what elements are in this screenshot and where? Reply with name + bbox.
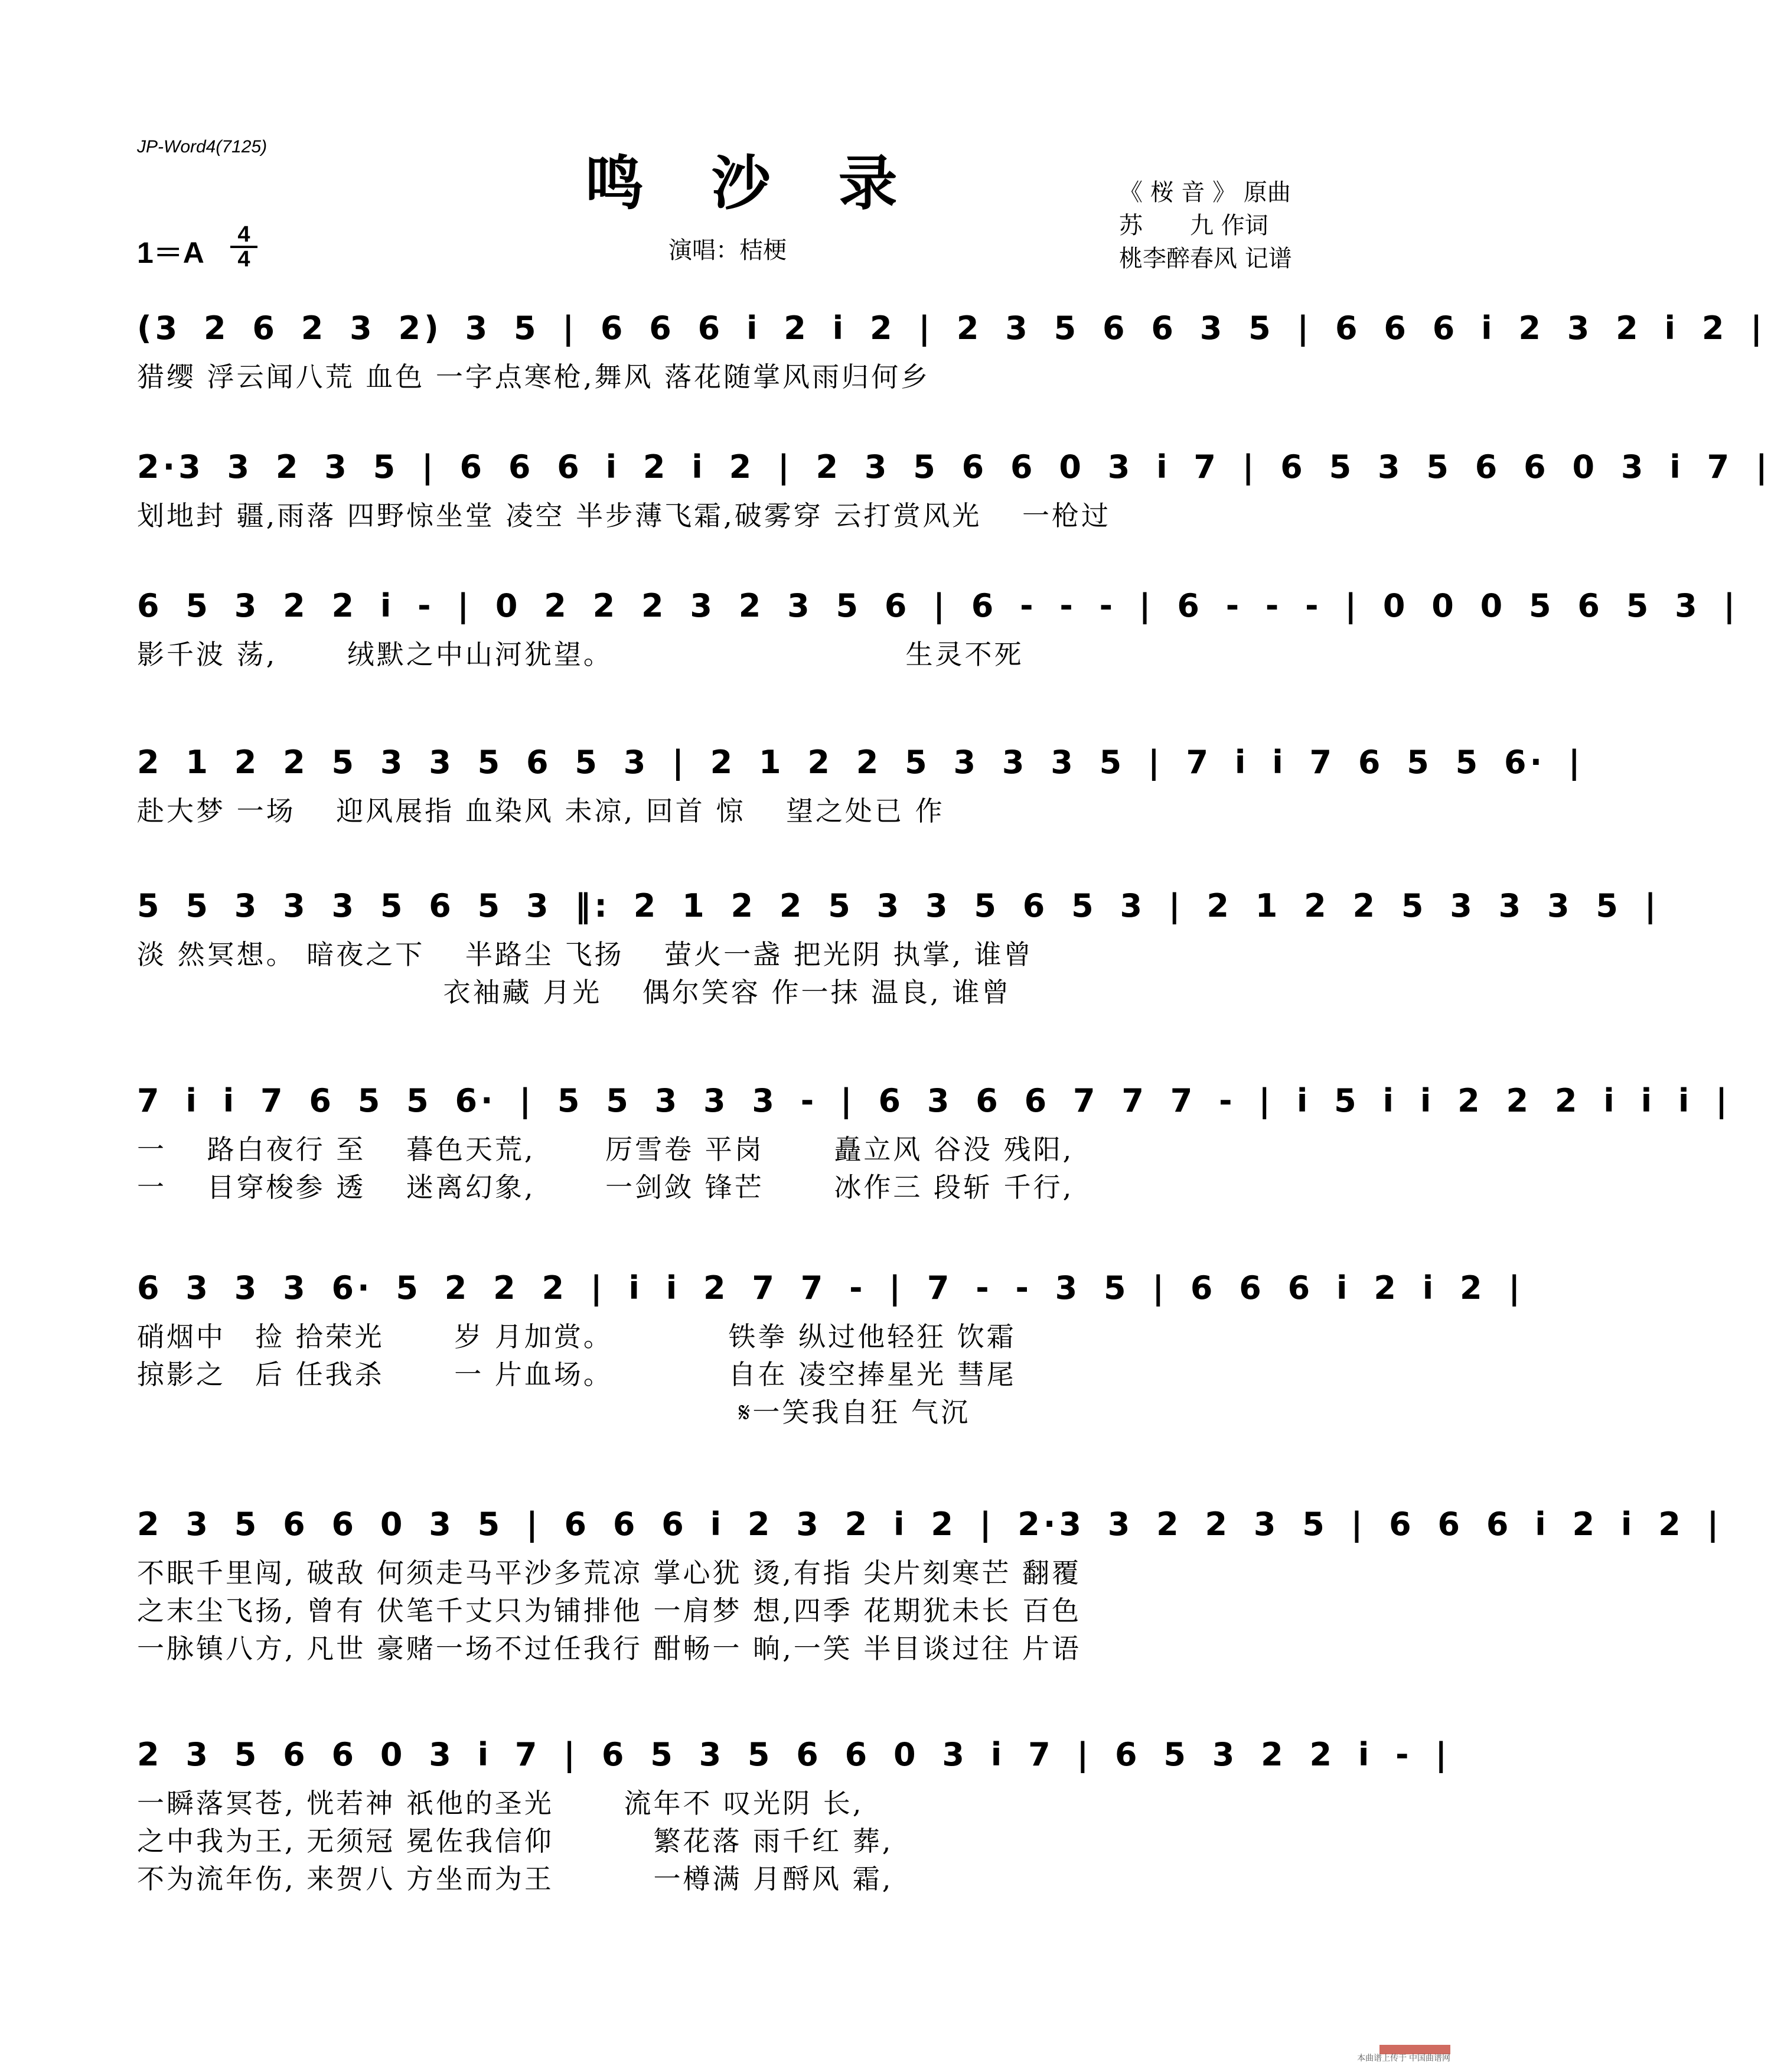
lyric-line-verse-2: 一 目穿梭参 透 迷离幻象, 一剑敛 锋芒 冰作三 段斩 千行, (137, 1171, 1074, 1203)
time-signature (230, 223, 257, 271)
notation-line: 2·3 3 2 3 5 | 6 6 6 i 2 i 2 | 2 3 5 6 6 0 3 i 7 | 6 5 3 5 6 6 0 3 i 7 | (137, 448, 1771, 486)
lyric-line: 赴大梦 一场 迎风展指 血染风 未凉, 回首 惊 望之处已 作 (137, 795, 945, 827)
key-signature: 1＝A (137, 236, 204, 269)
credit-lyricist: 苏 九 作词 (1119, 212, 1268, 239)
lyric-line: 划地封 疆,雨落 四野惊坐堂 凌空 半步薄飞霜,破雾穿 云打赏风光 一枪过 (137, 500, 1111, 532)
lyric-line-verse-2: 衣袖藏 月光 偶尔笑容 作一抹 温良, 谁曾 (137, 976, 1012, 1008)
lyric-line-verse-1: 一 路白夜行 至 暮色天荒, 厉雪卷 平岗 矗立风 谷没 残阳, (137, 1133, 1074, 1165)
singer-credit: 演唱：桔梗 (668, 237, 787, 264)
lyric-line-verse-3: 不为流年伤, 来贺八 方坐而为王 一樽满 月酹风 霜, (137, 1863, 893, 1895)
notation-line: (3 2 6 2 3 2) 3 5 | 6 6 6 i 2 i 2 | 2 3 5 6 6 3 5 | 6 6 6 i 2 3 2 i 2 | (137, 309, 1766, 347)
lyric-line-verse-3: 𝄋一笑我自狂 气沉 (137, 1396, 971, 1428)
lyric-line-verse-3: 一脉镇八方, 凡世 豪赌一场不过任我行 酣畅一 晌,一笑 半目谈过往 片语 (137, 1633, 1081, 1664)
credit-original: 《 桜 音 》 原曲 (1119, 179, 1291, 206)
lyric-line-verse-2: 之中我为王, 无须冠 冕佐我信仰 繁花落 雨千红 葬, (137, 1825, 893, 1857)
song-title: 鸣 沙 录 (585, 148, 921, 218)
lyric-line-verse-1: 不眠千里闯, 破敌 何须走马平沙多荒凉 掌心犹 烫,有指 尖片刻寒芒 翻覆 (137, 1557, 1081, 1589)
time-signature-top: 4 (230, 223, 257, 248)
notation-line: 6 3 3 3 6· 5 2 2 2 | i i 2 7 7 - | 7 - - 3 5 | 6 6 6 i 2 i 2 | (137, 1269, 1524, 1307)
time-signature-bottom: 4 (237, 247, 250, 272)
lyric-line: 猎缨 浮云闻八荒 血色 一字点寒枪,舞风 落花随掌风雨归何乡 (137, 361, 931, 393)
notation-line: 2 3 5 6 6 0 3 5 | 6 6 6 i 2 3 2 i 2 | 2·3 3 2 2 3 5 | 6 6 6 i 2 i 2 | (137, 1505, 1723, 1543)
credit-transcriber: 桃李醉春风 记谱 (1119, 245, 1292, 272)
notation-line: 7 i i 7 6 5 5 6· | 5 5 3 3 3 - | 6 3 6 6 7 7 7 - | i 5 i i 2 2 2 i i i | (137, 1081, 1731, 1119)
lyric-line-verse-2: 掠影之 后 任我杀 一 片血场。 自在 凌空捧星光 彗尾 (137, 1358, 1016, 1390)
lyric-line-verse-1: 淡 然冥想。 暗夜之下 半路尘 飞扬 萤火一盏 把光阴 执掌, 谁曾 (137, 939, 1033, 970)
notation-line: 5 5 3 3 3 5 6 5 3 ‖: 2 1 2 2 5 3 3 5 6 5 3 | 2 1 2 2 5 3 3 3 5 | (137, 887, 1660, 924)
notation-line: 6 5 3 2 2 i - | 0 2 2 2 3 2 3 5 6 | 6 - - - | 6 - - - | 0 0 0 5 6 5 3 | (137, 587, 1739, 624)
lyric-line: 影千波 荡, 绒默之中山河犹望。 生灵不死 (137, 638, 1024, 670)
notation-line: 2 1 2 2 5 3 3 5 6 5 3 | 2 1 2 2 5 3 3 3 5 | 7 i i 7 6 5 5 6· | (137, 743, 1584, 781)
lyric-line-verse-1: 硝烟中 捡 拾荣光 岁 月加赏。 铁拳 纵过他轻狂 饮霜 (137, 1321, 1016, 1353)
lyric-line-verse-2: 之末尘飞扬, 曾有 伏笔千丈只为铺排他 一肩梦 想,四季 花期犹未长 百色 (137, 1595, 1081, 1627)
upload-footer: 本曲谱上传于 中国曲谱网 (1357, 2053, 1450, 2063)
credits-block (1119, 176, 1292, 275)
lyric-line-verse-1: 一瞬落冥苍, 恍若神 祇他的圣光 流年不 叹光阴 长, (137, 1787, 864, 1819)
software-tag: JP-Word4(7125) (137, 137, 268, 157)
notation-line: 2 3 5 6 6 0 3 i 7 | 6 5 3 5 6 6 0 3 i 7 | 6 5 3 2 2 i - | (137, 1735, 1451, 1773)
